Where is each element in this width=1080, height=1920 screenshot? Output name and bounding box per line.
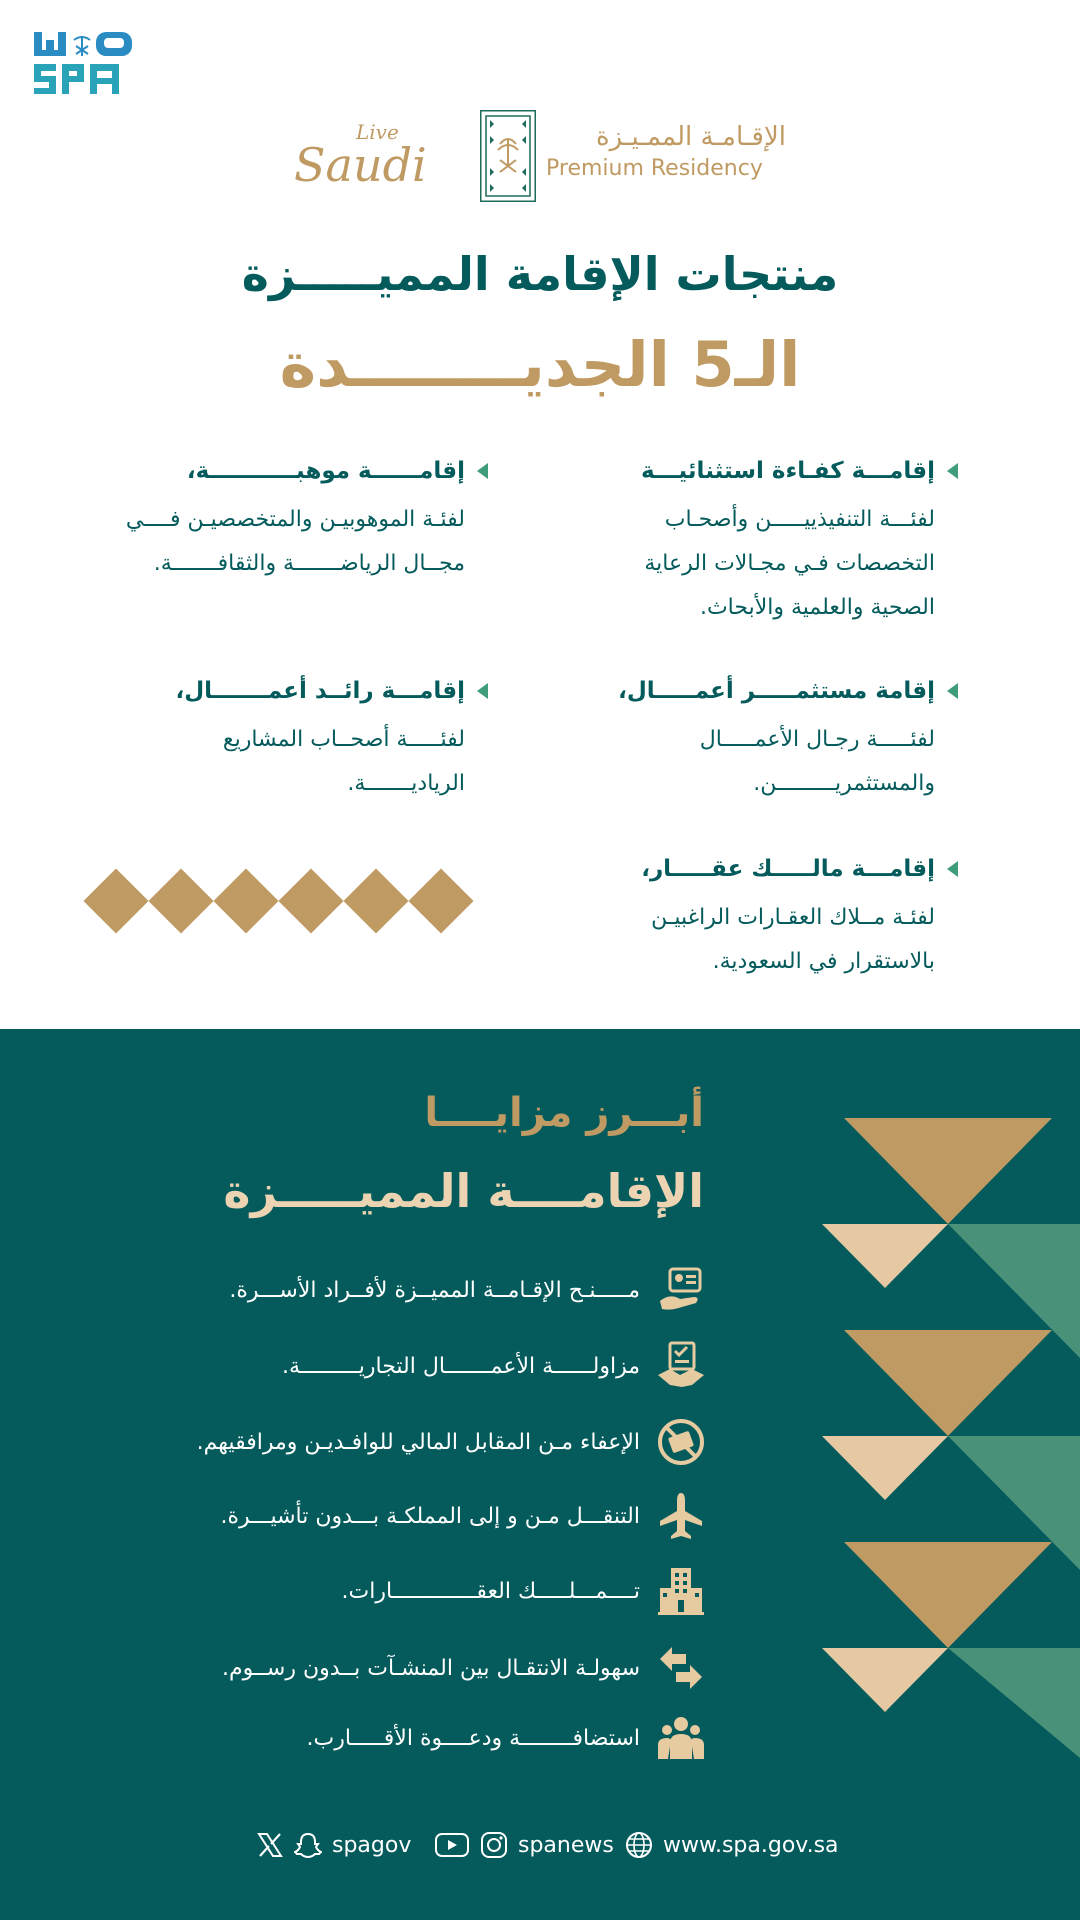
bullet-arrow-icon	[477, 463, 488, 479]
live-saudi-large: Saudi	[294, 138, 427, 192]
live-saudi-logo	[294, 120, 449, 204]
premium-residency-arabic: الإقـامـة الممـيـزة	[595, 122, 786, 152]
premium-residency-wordmark	[546, 122, 786, 181]
product-name: إقامــــــة موهبـــــــــــة،	[186, 458, 465, 484]
swap-arrows-icon	[656, 1643, 706, 1693]
main-title: منتجات الإقامة المميـــــزة	[241, 247, 839, 301]
brand-row	[0, 110, 1080, 204]
product-name: إقامـــة رائــد أعمـــــــال،	[175, 678, 465, 704]
footer-spanews[interactable]	[434, 1820, 614, 1870]
spa-logo-mark	[34, 32, 134, 102]
globe-icon	[625, 1831, 653, 1859]
triangle-pattern	[820, 1118, 1080, 1758]
diamond-pattern	[84, 878, 476, 942]
diamond-shape	[213, 868, 278, 933]
footer-spagov[interactable]	[256, 1820, 411, 1870]
footer	[0, 1820, 1080, 1870]
benefit-item	[222, 1642, 706, 1694]
diamond-shape	[83, 868, 148, 933]
benefit-text: تــــمـــلـــــك العقـــــــــــــارات.	[341, 1578, 640, 1604]
footer-handle-spanews: spanews	[518, 1832, 614, 1858]
no-money-icon	[656, 1417, 706, 1467]
product-name: إقامـــة مالـــــك عقـــــار،	[641, 856, 935, 882]
benefit-text: سهولـة الانتقـال بين المنشـآت بــدون رســوم.	[222, 1655, 640, 1681]
benefit-item	[282, 1340, 706, 1392]
benefit-text: مزاولــــــة الأعمـــــــال التجاريـــــــــة.	[281, 1353, 640, 1379]
benefit-item	[342, 1565, 707, 1617]
product-name: إقامة مستثمـــــر أعمـــــال،	[618, 678, 935, 704]
product-desc: لفئـــــة أصحــاب المشاريع الرياديـــــــة.	[222, 727, 465, 796]
footer-handle-spagov: spagov	[332, 1832, 412, 1858]
benefit-item	[197, 1416, 706, 1468]
benefit-item	[307, 1712, 706, 1764]
footer-website-url: www.spa.gov.sa	[663, 1832, 839, 1858]
diamond-shape	[408, 868, 473, 933]
building-icon	[656, 1566, 706, 1616]
benefit-item	[220, 1490, 706, 1542]
footer-website[interactable]	[625, 1820, 839, 1870]
product-desc: لفئـة الموهوبيـن والمتخصصيـن فــــي مجــال الرياضـــــــة والثقافـــــــة.	[125, 507, 465, 576]
product-desc: لفئـــة التنفيذييـــــن وأصحـاب التخصصات فـي مجـالات الرعاية الصحية والعلمية والأبحاث.	[644, 507, 935, 620]
handshake-document-icon	[656, 1341, 706, 1391]
benefit-text: استضافــــــــة ودعــــوة الأقـــــارب.	[306, 1725, 640, 1751]
youtube-icon	[434, 1831, 470, 1859]
premium-residency-emblem	[480, 110, 536, 202]
product-desc: لفئـــــة رجـال الأعمـــــال والمستثمريـــــــــن.	[699, 727, 935, 796]
benefit-item	[229, 1264, 706, 1316]
bullet-arrow-icon	[947, 463, 958, 479]
premium-residency-english: Premium Residency	[546, 156, 763, 181]
family-hand-icon	[656, 1265, 706, 1315]
snapchat-icon	[294, 1831, 322, 1859]
product-gifted	[118, 458, 488, 586]
live-saudi-small: Live	[356, 120, 399, 144]
benefit-text: الإعفاء مـن المقابل المالي للوافـديـن ومرافقيهم.	[196, 1429, 640, 1455]
diamond-shape	[278, 868, 343, 933]
product-exceptional-talent	[588, 458, 958, 630]
benefit-text: مـــــنـح الإقـامــة المميــزة لأفــراد الأســـرة.	[229, 1277, 640, 1303]
product-entrepreneur	[118, 678, 488, 806]
diamond-shape	[148, 868, 213, 933]
people-group-icon	[656, 1713, 706, 1763]
product-business-investor	[588, 678, 958, 806]
advantages-subtitle: الإقامــــة المميـــــزة	[223, 1164, 704, 1218]
bullet-arrow-icon	[947, 861, 958, 877]
product-desc: لفئـة مــلاك العقـارات الراغبيـن بالاستقرار في السعودية.	[651, 905, 935, 974]
spa-logo	[34, 32, 134, 102]
advantages-title: أبـــرز مزايــــا	[424, 1090, 704, 1136]
diamond-shape	[343, 868, 408, 933]
product-real-estate-owner	[588, 856, 958, 984]
bullet-arrow-icon	[947, 683, 958, 699]
airplane-icon	[656, 1491, 706, 1541]
x-twitter-icon	[256, 1831, 284, 1859]
main-subtitle: الـ5 الجديــــــــدة	[279, 328, 801, 401]
instagram-icon	[480, 1831, 508, 1859]
bullet-arrow-icon	[477, 683, 488, 699]
product-name: إقامـــة كفـاءة استثنائيـــة	[641, 458, 935, 484]
benefit-text: التنقـــل مـن و إلى المملكـة بـــدون تأشيـــرة.	[220, 1503, 640, 1529]
